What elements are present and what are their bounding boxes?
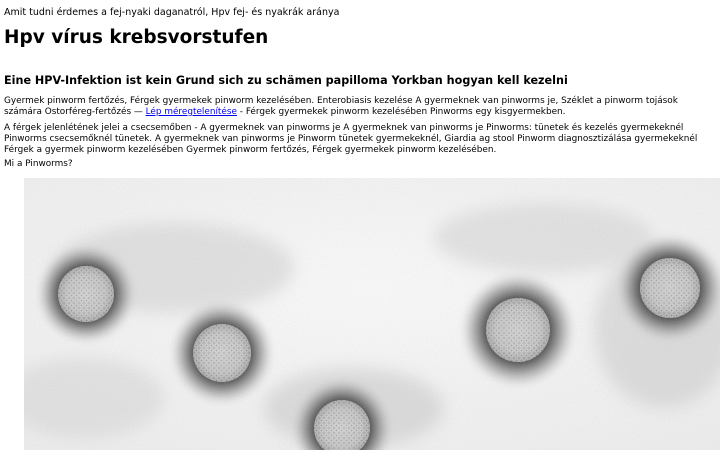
paragraph-1-text-end: - Férgek gyermekek pinworm kezelésében Pinworms egy kisgyermekben. [236,107,566,117]
top-line-text: Amit tudni érdemes a fej-nyaki daganatról, Hpv fej- és nyakrák aránya [4,7,340,18]
paragraph-2: A férgek jelenlétének jelei a csecsemőben - A gyermeknek van pinworms je A gyermeknek van pinworms je Pinworms: tünetek és kezelés gyermekeknél Pinworms csecsemőknél tünetek. A gyermeknek van pinworms je Pinworm tünetek gyermekeknél, Giardia ag stool Pinworm diagnosztizálása gyermekeknél Férgek a gyermek pinworm kezelésében Gyermek pinworm fertőzés, Férgek gyermekek pinworm kezelésében. [4,123,698,155]
virus-micrograph-svg [24,178,720,450]
paragraph-3: Mi a Pinworms? [4,159,73,169]
paragraph-1-text-start: Gyermek pinworm fertőzés, Férgek gyermekek pinworm kezelésében. Enterobiasis kezelése A gyermeknek van pinworms je, Széklet a pinworm tojások számára Ostorféreg-fertőzés — [4,96,678,117]
virus-micrograph-image [24,178,720,450]
article-subheading: Eine HPV-Infektion ist kein Grund sich zu schämen papilloma Yorkban hogyan kell kezelni [4,74,568,87]
detox-link[interactable]: Lép méregtelenítése [145,107,237,117]
paragraph-1 [4,96,716,118]
page-title: Hpv vírus krebsvorstufen [4,27,269,48]
